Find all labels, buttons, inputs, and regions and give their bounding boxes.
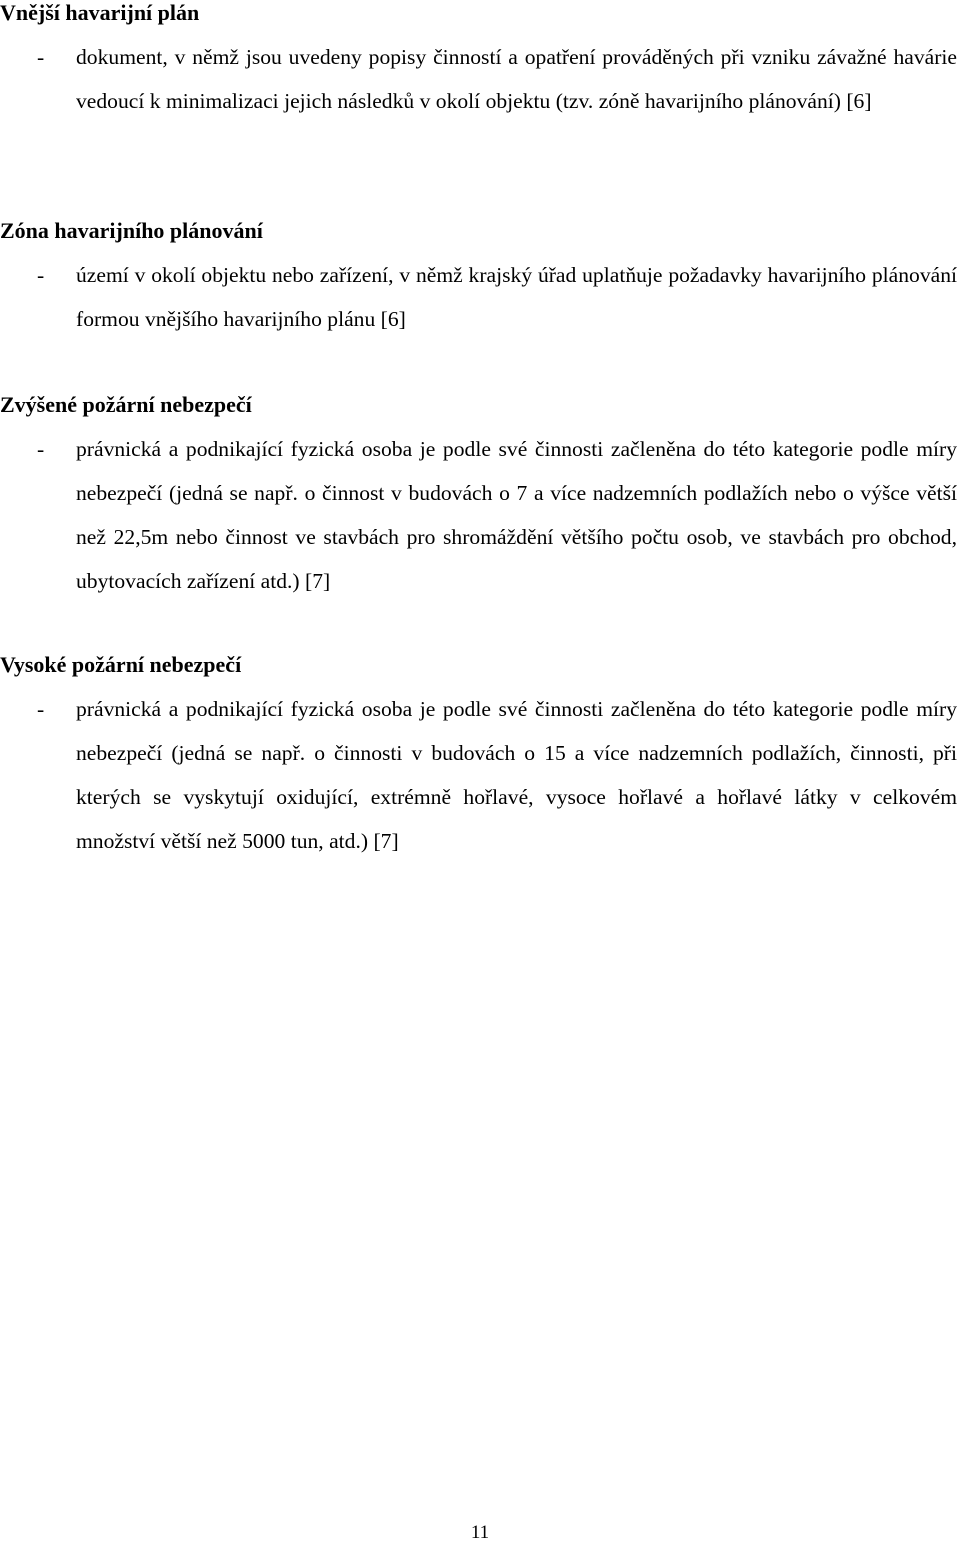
entry-term: Zvýšené požární nebezpečí <box>0 392 252 417</box>
entry-term: Zóna havarijního plánování <box>0 218 263 243</box>
entry-definition-text: území v okolí objektu nebo zařízení, v němž krajský úřad uplatňuje požadavky havarijního plánování formou vnějšího havarijního plánu [6] <box>76 263 957 331</box>
glossary-entry-increased-fire-hazard <box>0 392 957 603</box>
glossary-entry-high-fire-hazard <box>0 652 957 863</box>
entry-definition-text: právnická a podnikající fyzická osoba je podle své činnosti začleněna do této kategorie podle míry nebezpečí (jedná se např. o činnost v budovách o 7 a více nadzemních podlažích nebo o výšce větší než 22,5m nebo činnost ve stavbách pro shromáždění většího počtu osob, ve stavbách pro obchod, ubytovacích zařízení atd.) [7] <box>76 437 957 593</box>
entry-definition-text: dokument, v němž jsou uvedeny popisy činností a opatření prováděných při vzniku závažné havárie vedoucí k minimalizaci jejich následků v okolí objektu (tzv. zóně havarijního plánování) [6] <box>76 45 957 113</box>
entry-definition <box>0 253 957 341</box>
list-dash: - <box>37 697 45 721</box>
page-number: 11 <box>470 1522 490 1543</box>
entry-term: Vnější havarijní plán <box>0 0 200 25</box>
entry-definition <box>0 35 957 123</box>
entry-term: Vysoké požární nebezpečí <box>0 652 242 677</box>
list-dash: - <box>37 45 45 69</box>
entry-definition-text: právnická a podnikající fyzická osoba je podle své činnosti začleněna do této kategorie podle míry nebezpečí (jedná se např. o činnosti v budovách o 15 a více nadzemních podlažích, činnosti, při kterých se vyskytují oxidující, extrémně hořlavé, vysoce hořlavé a hořlavé látky v celkovém množství větší než 5000 tun, atd.) [7] <box>76 697 957 853</box>
glossary-entry-external-emergency-plan <box>0 0 957 123</box>
glossary-entry-emergency-planning-zone <box>0 218 957 341</box>
list-dash: - <box>37 263 45 287</box>
list-dash: - <box>37 437 45 461</box>
entry-definition <box>0 687 957 863</box>
entry-definition <box>0 427 957 603</box>
